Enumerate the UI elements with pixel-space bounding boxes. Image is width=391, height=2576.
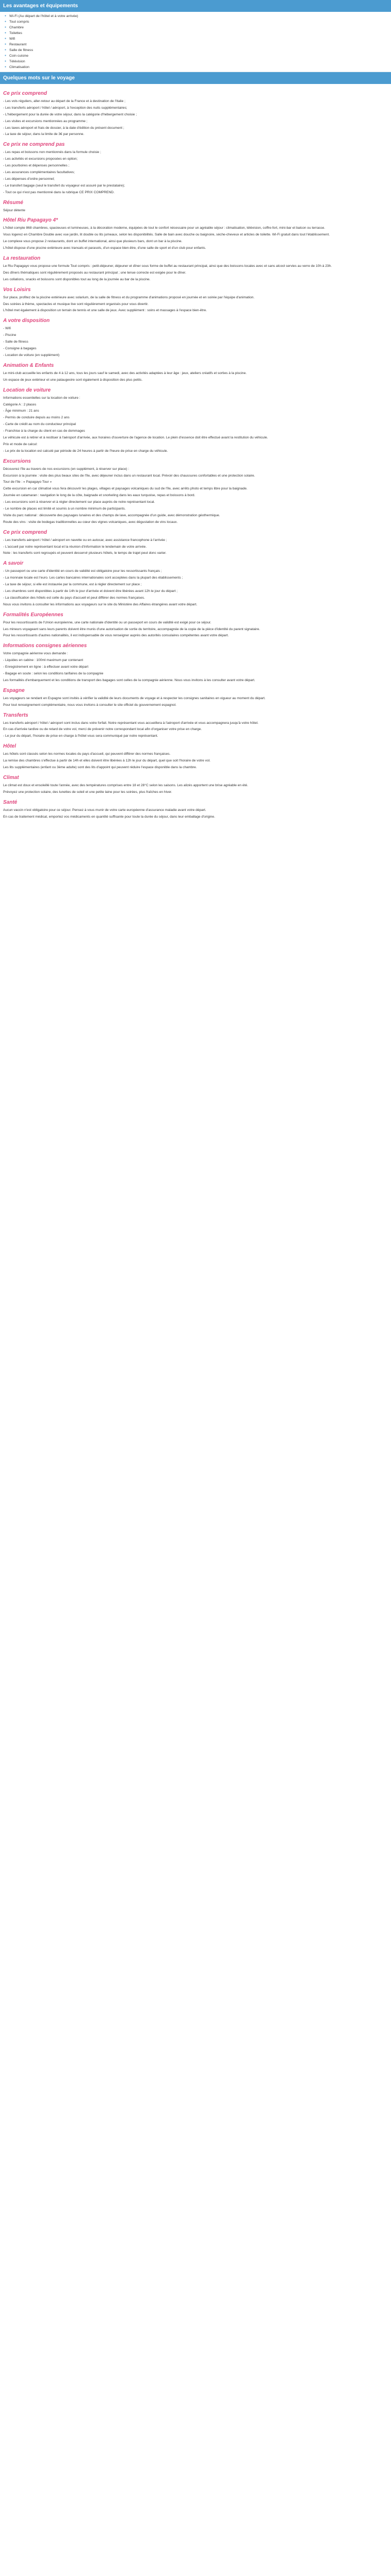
section-paragraph: - Les taxes aéroport et frais de dossier, à la date d'édition du présent document ;	[3, 126, 124, 130]
section-paragraph: Prévoyez une protection solaire, des lunettes de soleil et une petite laine pour les soirées, plus fraîches en hiver.	[3, 790, 172, 794]
section-paragraph: Les transferts aéroport / hôtel / aéroport sont inclus dans votre forfait. Notre représentant vous accueillera à l'aéroport d'arrivée et vous accompagnera jusqu'à votre hôtel.	[3, 721, 258, 725]
section-paragraph: - Carte de crédit au nom du conducteur principal	[3, 422, 76, 427]
section-paragraph: - Le nombre de places est limité et soumis à un nombre minimum de participants.	[3, 506, 126, 511]
section-title: A votre disposition	[3, 318, 50, 324]
section-paragraph: Pour tout renseignement complémentaire, nous vous invitons à consulter le site officiel du gouvernement espagnol.	[3, 703, 176, 707]
advantage-item: ● Chambre	[9, 25, 388, 30]
section-paragraph: L'hôtel dispose d'une piscine extérieure avec transats et parasols, d'un espace bien-être, d'une salle de sport et d'un club pour enfants.	[3, 246, 206, 250]
section-paragraph: Les hôtels sont classés selon les normes locales du pays d'accueil, qui peuvent différer des normes françaises.	[3, 752, 171, 756]
section-paragraph: - Les excursions sont à réserver et à régler directement sur place auprès de notre représentant local.	[3, 500, 155, 504]
section-title: Ce prix ne comprend pas	[3, 142, 65, 148]
section-paragraph: - Consigne à bagages	[3, 347, 37, 351]
section-title: Hôtel Riu Papagayo 4*	[3, 217, 58, 224]
section-paragraph: - Les assurances complémentaires facultatives;	[3, 171, 75, 175]
advantage-item: ● Wi-Fi (Au départ de l'hôtel et à votre arrivée)	[9, 13, 388, 19]
section-paragraph: Pour les ressortissants de l'Union européenne, une carte nationale d'identité ou un passeport en cours de validité est exigé pour ce séjour.	[3, 620, 211, 624]
section-paragraph: Note : les transferts sont regroupés et peuvent desservir plusieurs hôtels, le temps de trajet peut donc varier.	[3, 551, 167, 555]
section-title: Transferts	[3, 712, 28, 718]
section-paragraph: Un espace de jeux extérieur et une pataugeoire sont également à disposition des plus petits.	[3, 378, 143, 382]
section-paragraph: - Permis de conduire depuis au moins 2 ans	[3, 416, 70, 420]
section-title: Climat	[3, 774, 19, 781]
section-paragraph: - Les dépenses d'ordre personnel;	[3, 177, 55, 181]
section-paragraph: - Piscine	[3, 333, 17, 337]
section-paragraph: - Âge minimum : 21 ans	[3, 409, 39, 413]
advantage-item: ● Coin cuisine	[9, 53, 388, 59]
section-paragraph: - Tout ce qui n'est pas mentionné dans la rubrique CE PRIX COMPREND.	[3, 190, 115, 194]
advantage-item: ● Toilettes	[9, 30, 388, 36]
section-paragraph: - Les vols réguliers, aller-retour au départ de la France et à destination de l'Italie ;	[3, 99, 125, 103]
section-paragraph: La remise des chambres s'effectue à partir de 14h et elles doivent être libérées à 12h le jour du départ, quel que soit l'horaire de votre vol.	[3, 759, 210, 763]
section-title: Informations consignes aériennes	[3, 643, 87, 649]
section-paragraph: Excursion à la journée : visite des plus beaux sites de l'île, avec déjeuner inclus dans un restaurant local. Prévoir des chaussures confortables et une protection solaire.	[3, 473, 255, 478]
advantages-panel	[0, 0, 391, 823]
section-paragraph: Les voyageurs se rendant en Espagne sont invités à vérifier la validité de leurs documents de voyage et à respecter les consignes sanitaires en vigueur au moment du départ.	[3, 696, 266, 700]
advantage-item: ● Restaurant	[9, 42, 388, 47]
advantage-item: ● Télévision	[9, 59, 388, 64]
section-paragraph: Sur place, profitez de la piscine extérieure avec solarium, de la salle de fitness et du programme d'animations proposé en journée et en soirée par l'équipe d'animation.	[3, 295, 255, 299]
section-paragraph: - Les repas et boissons non mentionnés dans la formule choisie ;	[3, 150, 101, 155]
section-paragraph: - Location de voiture (en supplément)	[3, 353, 60, 357]
section-paragraph: Séjour détente	[3, 208, 25, 212]
advantages-header: Les avantages et équipements	[0, 0, 391, 12]
advantage-item: ● Wifi	[9, 36, 388, 42]
section-paragraph: - La classification des hôtels est celle du pays d'accueil et peut différer des normes françaises.	[3, 596, 145, 600]
section-paragraph: Vous logerez en Chambre Double avec vue jardin, lit double ou lits jumeaux, selon les disponibilités. Salle de bain avec douche ou baignoire, sèche-cheveux et articles de toilette. Wi-Fi gratuit dans tout l'établissement.	[3, 233, 330, 237]
section-paragraph: - La taxe de séjour, dans la limite de 3€ par personne.	[3, 132, 85, 137]
section-paragraph: - Les chambres sont disponibles à partir de 14h le jour d'arrivée et doivent être libérées avant 12h le jour du départ ;	[3, 589, 178, 593]
section-paragraph: - Un passeport ou une carte d'identité en cours de validité est obligatoire pour les ressortissants français ;	[3, 569, 162, 573]
section-paragraph: Cette excursion en car climatisé vous fera découvrir les plages, villages et paysages volcaniques du sud de l'île, avec arrêts photo et temps libre pour la baignade.	[3, 487, 248, 491]
section-title: Excursions	[3, 458, 31, 464]
section-paragraph: Des dîners thématiques sont régulièrement proposés au restaurant principal ; une tenue correcte est exigée pour le dîner.	[3, 270, 186, 275]
section-paragraph: Route des vins : visite de bodegas traditionnelles au cœur des vignes volcaniques, avec dégustation de vins locaux.	[3, 520, 178, 524]
section-paragraph: Les collations, snacks et boissons sont disponibles tout au long de la journée au bar de la piscine.	[3, 277, 151, 281]
advantage-item: ● Salle de fitness	[9, 47, 388, 53]
section-paragraph: - Les visites et excursions mentionnées au programme ;	[3, 119, 88, 123]
section-paragraph: - L'hébergement pour la durée de votre séjour, dans la catégorie d'hébergement choisie ;	[3, 112, 137, 116]
section-title: Vos Loisirs	[3, 286, 31, 293]
section-title: La restauration	[3, 256, 41, 262]
section-paragraph: En cas de traitement médical, emportez vos médicaments en quantité suffisante pour toute la durée du séjour, dans leur emballage d'origine.	[3, 815, 215, 819]
section-paragraph: - Le prix de la location est calculé par période de 24 heures à partir de l'heure de prise en charge du véhicule.	[3, 449, 168, 453]
section-title: Formalités Européennes	[3, 612, 63, 618]
section-paragraph: Le complexe vous propose 2 restaurants, dont un buffet international, ainsi que plusieurs bars, dont un bar à la piscine.	[3, 240, 183, 244]
section-paragraph: Nous vous invitons à consulter les informations aux voyageurs sur le site du Ministère des Affaires étrangères avant votre départ.	[3, 602, 198, 606]
section-paragraph: L'hôtel compte 868 chambres, spacieuses et lumineuses, à la décoration moderne, équipées de tout le confort nécessaire pour un agréable séjour : climatisation, télévision, coffre-fort, mini-bar et balcon ou terrasse.	[3, 226, 325, 230]
section-paragraph: Le climat est doux et ensoleillé toute l'année, avec des températures comprises entre 18 et 28°C selon les saisons. Les alizés apportent une brise agréable en été.	[3, 783, 248, 787]
advantage-item: ● Tout compris	[9, 19, 388, 25]
trip-details-content	[0, 84, 391, 823]
section-paragraph: Le mini-club accueille les enfants de 4 à 12 ans, tous les jours sauf le samedi, avec des activités adaptées à leur âge : jeux, ateliers créatifs et sorties à la piscine.	[3, 371, 247, 375]
section-paragraph: Le Riu Papagayo vous propose une formule Tout compris : petit-déjeuner, déjeuner et dîner sous forme de buffet au restaurant principal, ainsi que des boissons locales avec et sans alcool servies au verre de 10h à 23h.	[3, 264, 332, 268]
section-paragraph: Des soirées à thème, spectacles et musique live sont régulièrement organisés pour vous divertir.	[3, 302, 149, 306]
section-paragraph: - Les transferts aéroport / hôtel / aéroport, à l'exception des nuits supplémentaires;	[3, 106, 127, 110]
section-title: Location de voiture	[3, 387, 51, 393]
section-paragraph: L'hôtel met également à disposition un terrain de tennis et une salle de jeux. Avec supplément : soins et massages à l'espace bien-être.	[3, 309, 207, 313]
section-title: Hôtel	[3, 743, 16, 750]
section-paragraph: - Franchise à la charge du client en cas de dommages	[3, 429, 85, 433]
advantages-list	[0, 12, 391, 72]
section-paragraph: Les formalités d'embarquement et les conditions de transport des bagages sont celles de la compagnie aérienne. Nous vous invitons à les consulter avant votre départ.	[3, 678, 255, 682]
section-paragraph: Découvrez l'île au travers de nos excursions (en supplément, à réserver sur place) :	[3, 467, 129, 471]
section-paragraph: - La taxe de séjour, si elle est instaurée par la commune, est à régler directement sur place ;	[3, 583, 142, 587]
section-paragraph: En cas d'arrivée tardive ou de retard de votre vol, merci de prévenir notre correspondant local afin d'organiser votre prise en charge.	[3, 727, 202, 732]
section-paragraph: Aucun vaccin n'est obligatoire pour ce séjour. Pensez à vous munir de votre carte européenne d'assurance maladie avant votre départ.	[3, 808, 206, 812]
section-paragraph: Informations essentielles sur la location de voiture :	[3, 396, 80, 400]
section-paragraph: Votre compagnie aérienne vous demande :	[3, 652, 68, 656]
section-paragraph: - Liquides en cabine : 100ml maximum par contenant	[3, 658, 84, 663]
advantage-item: ● Climatisation	[9, 64, 388, 70]
section-paragraph: Prix et mode de calcul:	[3, 442, 38, 446]
section-paragraph: - Les pourboires et dépenses personnelles ;	[3, 164, 70, 168]
section-paragraph: Tour de l'île : « Papagayo Tour »	[3, 480, 52, 484]
section-paragraph: - Bagage en soute : selon les conditions tarifaires de la compagnie	[3, 672, 104, 675]
section-paragraph: Visite du parc national : découverte des paysages lunaires et des champs de lave, accompagnée d'un guide, avec démonstration géothermique.	[3, 513, 220, 517]
section-paragraph: Les lits supplémentaires (enfant ou 3ème adulte) sont des lits d'appoint qui peuvent réduire l'espace disponible dans la chambre.	[3, 766, 197, 770]
section-title: Santé	[3, 799, 18, 805]
section-paragraph: - Wifi	[3, 327, 11, 331]
section-title: Animation & Enfants	[3, 362, 54, 368]
section-paragraph: - Le jour du départ, l'horaire de prise en charge à l'hôtel vous sera communiqué par notre représentant.	[3, 734, 158, 738]
section-title: Ce prix comprend	[3, 529, 47, 535]
section-paragraph: - Le transfert bagage (seul le transfert du voyageur est assuré par le prestataire);	[3, 183, 125, 188]
section-title: Résumé	[3, 199, 23, 206]
section-paragraph: - Les transferts aéroport / hôtel / aéroport en navette ou en autocar, avec assistance francophone à l'arrivée ;	[3, 538, 167, 542]
section-paragraph: Les mineurs voyageant sans leurs parents doivent être munis d'une autorisation de sortie du territoire, accompagnée de la copie de la pièce d'identité du parent signataire.	[3, 627, 260, 631]
section-paragraph: Catégorie A : 2 places	[3, 402, 37, 406]
section-paragraph: Journée en catamaran : navigation le long de la côte, baignade et snorkeling dans les eaux turquoise, repas et boissons à bord.	[3, 494, 196, 498]
section-paragraph: Le véhicule est à retirer et à restituer à l'aéroport d'arrivée, aux horaires d'ouverture de l'agence de location. Le plein d'essence doit être effectué avant la restitution du véhicule.	[3, 435, 268, 439]
trip-details-header: Quelques mots sur le voyage	[0, 72, 391, 84]
section-paragraph: - L'accueil par notre représentant local et la réunion d'information le lendemain de votre arrivée.	[3, 545, 147, 549]
section-title: Espagne	[3, 687, 25, 693]
section-paragraph: - Les activités et excursions proposées en option;	[3, 157, 78, 161]
section-title: A savoir	[3, 561, 24, 567]
section-paragraph: - Enregistrement en ligne : à effectuer avant votre départ	[3, 665, 89, 669]
section-title: Ce prix comprend	[3, 91, 47, 96]
section-paragraph: - La monnaie locale est l'euro. Les cartes bancaires internationales sont acceptées dans la plupart des établissements ;	[3, 576, 183, 580]
section-paragraph: - Salle de fitness	[3, 340, 28, 344]
section-paragraph: Pour les ressortissants d'autres nationalités, il est indispensable de vous renseigner auprès des autorités consulaires compétentes avant votre départ.	[3, 634, 229, 638]
